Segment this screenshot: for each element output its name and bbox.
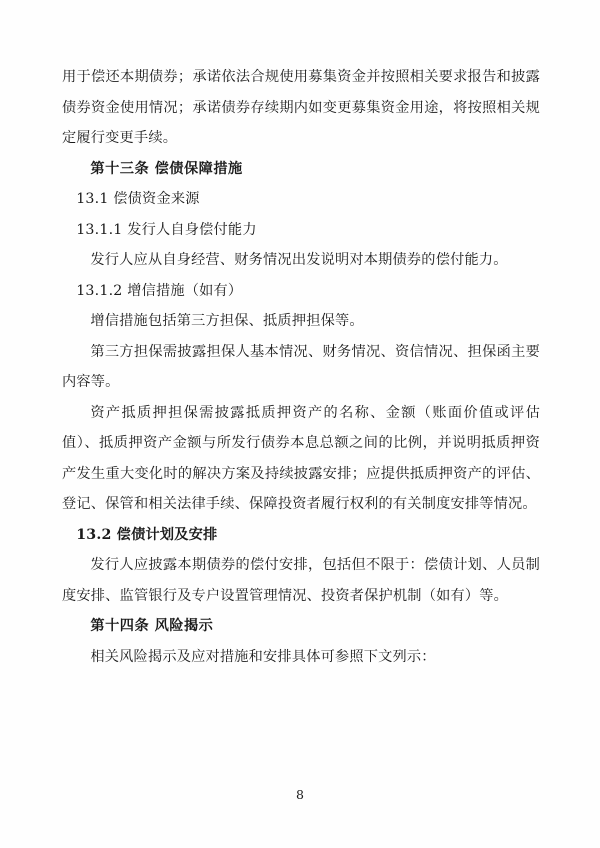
paragraph: 第三方担保需披露担保人基本情况、财务情况、资信情况、担保函主要内容等。 [62,343,540,390]
paragraph: 发行人应从自身经营、财务情况出发说明对本期债券的偿付能力。 [90,252,508,268]
paragraph: 发行人应披露本期债券的偿付安排，包括但不限于：偿债计划、人员制度安排、监管银行及专户设置管理情况、投资者保护机制（如有）等。 [62,557,540,604]
subsection-heading-13-1: 13.1 偿债资金来源 [76,191,200,207]
paragraph: 资产抵质押担保需披露抵质押资产的名称、金额（账面价值或评估值）、抵质押资产金额与所发行债券本息总额之间的比例，并说明抵质押资产发生重大变化时的解决方案及持续披露安排；应提供抵质押资产的评估、登记、保管和相关法律手续、保障投资者履行权利的有关制度安排等情况。 [62,404,540,512]
document-body [62,62,540,672]
page-number: 8 [296,787,304,802]
section-heading-13: 第十三条 偿债保障措施 [90,160,243,177]
subsection-heading-13-2: 13.2 偿债计划及安排 [76,526,218,543]
subsection-heading-13-1-2: 13.1.2 增信措施（如有） [76,282,243,299]
section-heading-14: 第十四条 风险揭示 [90,618,214,634]
paragraph: 相关风险揭示及应对措施和安排具体可参照下文列示： [90,648,436,665]
paragraph: 增信措施包括第三方担保、抵质押担保等。 [90,313,364,329]
subsection-heading-13-1-1: 13.1.1 发行人自身偿付能力 [76,221,257,238]
paragraph: 用于偿还本期债券；承诺依法合规使用募集资金并按照相关要求报告和披露债券资金使用情况；承诺债券存续期内如变更募集资金用途，将按照相关规定履行变更手续。 [62,69,540,146]
